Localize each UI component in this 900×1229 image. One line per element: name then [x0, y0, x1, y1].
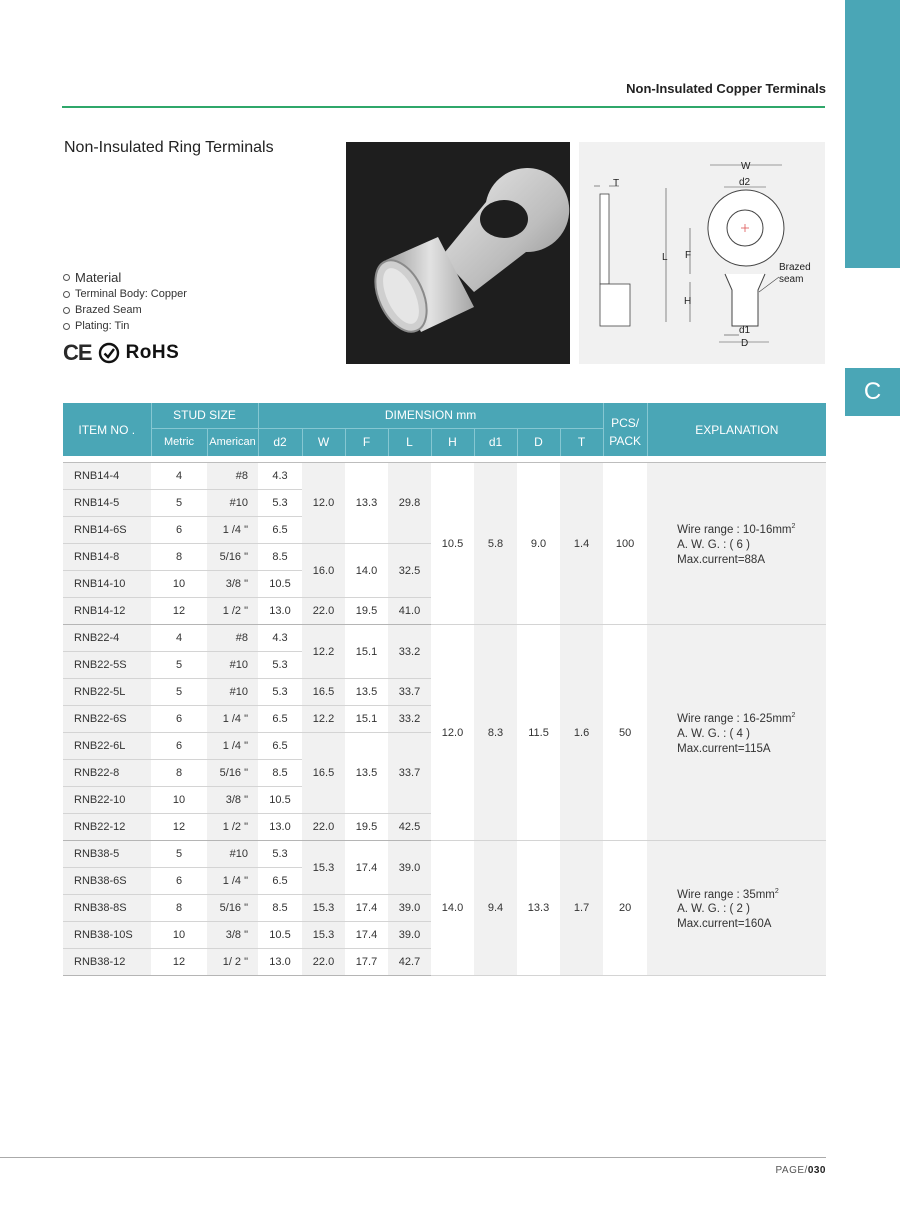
table-row: RNB38-6S 6 1 /4 " 6.5 — [63, 868, 826, 895]
dim-label-seam: seam — [779, 274, 804, 285]
explanation-cell: Wire range : $10-16mm^2$ A. W. G. : ( 6 ) Max.current=88A — [647, 463, 826, 625]
ce-mark-icon: CE — [63, 340, 92, 365]
dimension-drawing — [579, 142, 825, 364]
product-title: Non-Insulated Ring Terminals — [64, 139, 274, 156]
table-row: RNB22-4 4 #8 4.3 12.2 15.1 33.2 12.0 8.3 11.5 1.6 50 Wire range : $16-25mm^2$ A. W. G. : ( 4 ) Max.current=115A — [63, 625, 826, 652]
table-row: RNB14-6S 6 1 /4 " 6.5 — [63, 517, 826, 544]
col-american: American — [207, 428, 258, 456]
table-row: RNB14-12 12 1 /2 " 13.0 22.0 19.5 41.0 — [63, 598, 826, 625]
col-stud-size: STUD SIZE — [151, 403, 258, 428]
footer-divider — [0, 1157, 826, 1158]
dim-label-brazed: Brazed — [779, 262, 811, 273]
dim-label-t: T — [613, 178, 620, 189]
table-row: RNB22-5S 5 #10 5.3 — [63, 652, 826, 679]
feature-item: Terminal Body: Copper — [63, 286, 187, 302]
table-row: RNB14-8 8 5/16 " 8.5 16.0 14.0 32.5 — [63, 544, 826, 571]
dim-label-d2: d2 — [739, 177, 751, 188]
quality-seal-icon — [98, 342, 120, 364]
col-w: W — [302, 428, 345, 456]
table-row: RNB22-6L 6 1 /4 " 6.5 16.5 13.5 33.7 — [63, 733, 826, 760]
header-divider — [62, 106, 825, 108]
table-row: RNB14-5 5 #10 5.3 — [63, 490, 826, 517]
page-number: PAGE/030 — [775, 1165, 826, 1176]
table-row: RNB22-5L 5 #10 5.3 16.5 13.5 33.7 — [63, 679, 826, 706]
section-title: Non-Insulated Copper Terminals — [626, 81, 826, 96]
dim-label-l: L — [662, 252, 668, 263]
feature-item: Plating: Tin — [63, 318, 187, 334]
dim-label-f: F — [685, 250, 692, 261]
table-row: RNB38-8S 8 5/16 " 8.5 15.3 17.4 39.0 — [63, 895, 826, 922]
section-tab-c[interactable] — [845, 368, 900, 416]
explanation-cell: Wire range : $16-25mm^2$ A. W. G. : ( 4 ) Max.current=115A — [647, 625, 826, 841]
explanation-cell: Wire range : $35mm^2$ A. W. G. : ( 2 ) Max.current=160A — [647, 841, 826, 976]
table-row: RNB14-4 4 #8 4.3 12.0 13.3 29.8 10.5 5.8 9.0 1.4 100 Wire range : $10-16mm^2$ A. W. G. : ( 6 ) Max.current=88A — [63, 463, 826, 490]
table-row: RNB22-8 8 5/16 " 8.5 — [63, 760, 826, 787]
table-row: RNB14-10 10 3/8 " 10.5 — [63, 571, 826, 598]
col-h: H — [431, 428, 474, 456]
col-dimension: DIMENSION mm — [258, 403, 603, 428]
side-tab-bar — [845, 0, 900, 268]
table-row: RNB22-10 10 3/8 " 10.5 — [63, 787, 826, 814]
table-row: RNB38-10S 10 3/8 " 10.5 15.3 17.4 39.0 — [63, 922, 826, 949]
feature-item: Material — [63, 268, 187, 286]
certification-marks — [63, 340, 179, 366]
col-d1: d1 — [474, 428, 517, 456]
bullet-icon — [63, 307, 70, 314]
col-pcs-pack: PCS/ PACK — [603, 403, 647, 456]
bullet-icon — [63, 274, 70, 281]
dim-label-d1: d1 — [739, 325, 751, 336]
col-f: F — [345, 428, 388, 456]
table-row: RNB22-6S 6 1 /4 " 6.5 12.2 15.1 33.2 — [63, 706, 826, 733]
dim-label-w: W — [741, 161, 751, 172]
section-tab-letter: C — [863, 378, 882, 405]
table-row: RNB38-5 5 #10 5.3 15.3 17.4 39.0 14.0 9.4 13.3 1.7 20 Wire range : $35mm^2$ A. W. G. : ( 2 ) Max.current=160A — [63, 841, 826, 868]
bullet-icon — [63, 323, 70, 330]
feature-item: Brazed Seam — [63, 302, 187, 318]
spec-table — [63, 403, 826, 976]
col-item-no: ITEM NO . — [63, 403, 151, 456]
col-d: D — [517, 428, 560, 456]
col-l: L — [388, 428, 431, 456]
dim-label-d: D — [741, 338, 749, 349]
col-d2: d2 — [258, 428, 302, 456]
col-explanation: EXPLANATION — [647, 403, 826, 456]
product-photo — [346, 142, 570, 364]
dim-label-h: H — [684, 296, 692, 307]
rohs-mark: RoHS — [125, 342, 180, 363]
bullet-icon — [63, 291, 70, 298]
table-row: RNB38-12 12 1/ 2 " 13.0 22.0 17.7 42.7 — [63, 949, 826, 976]
table-row: RNB22-12 12 1 /2 " 13.0 22.0 19.5 42.5 — [63, 814, 826, 841]
col-metric: Metric — [151, 428, 207, 456]
feature-list — [63, 268, 187, 334]
col-t: T — [560, 428, 603, 456]
